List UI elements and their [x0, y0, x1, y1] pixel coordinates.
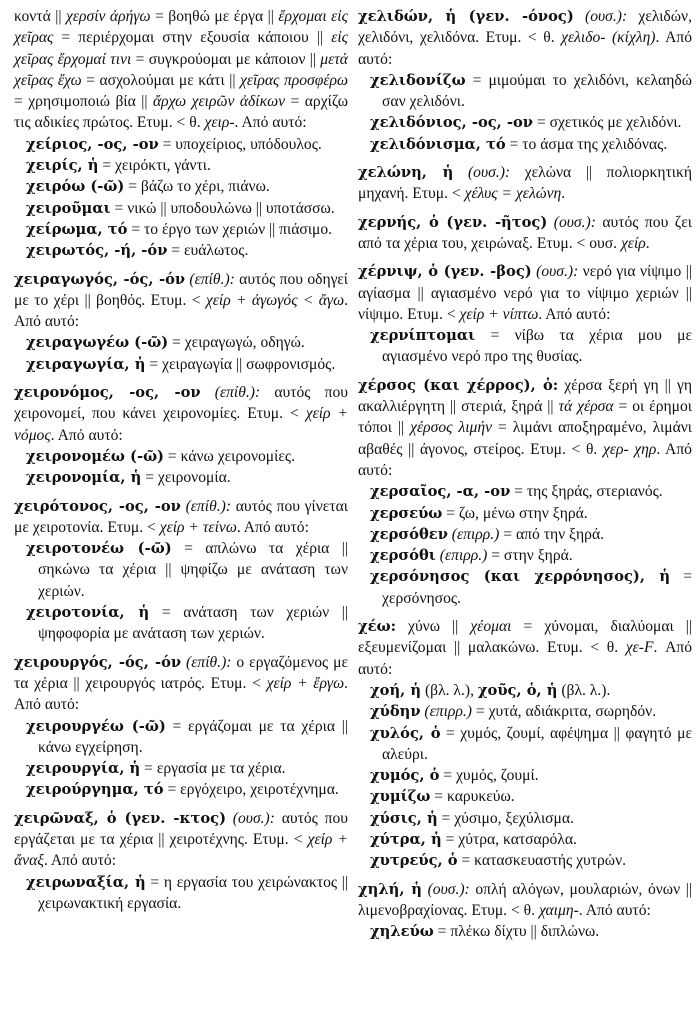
headword: χύτρα, ἡ: [370, 830, 442, 848]
entry-main-text: [14, 652, 348, 716]
definition-text: = νικώ || υποδουλώνω || υποτάσσω.: [110, 199, 335, 217]
derivative-line: [14, 872, 348, 915]
italic-text: ἄρχω χειρῶν ἀδίκων: [152, 93, 286, 111]
italic-text: (ουσ.):: [531, 263, 579, 281]
italic-text: (ουσ.):: [421, 880, 470, 898]
dictionary-entry: [14, 6, 348, 262]
derivative-line: [14, 446, 348, 467]
entry-main-text: [358, 212, 692, 255]
italic-text: (επίθ.):: [180, 497, 232, 515]
entry-main-text: [358, 261, 692, 325]
definition-text: ο εργαζόμενος με τα χέρια || χειρουργός ιατρός. Ετυμ. <: [14, 653, 349, 692]
italic-text: (ουσ.):: [453, 164, 511, 182]
headword: χείριος, -ος, -ον: [26, 135, 159, 153]
italic-text: ἔρχομαι εἰς χεῖρας: [14, 8, 348, 47]
definition-text: = καρυκεύω.: [430, 788, 515, 806]
italic-text: χέλυς = χελώνη: [464, 185, 562, 203]
headword: χειροτονέω (-ῶ): [26, 540, 172, 558]
italic-text: χερ- χηρ: [602, 440, 657, 458]
derivative-line: [14, 176, 348, 197]
dictionary-entry: [358, 261, 692, 367]
definition-text: . Από αυτό:: [14, 674, 348, 714]
headword: χειρότονος, -ος, -ον: [14, 497, 181, 515]
italic-text: χεῖρας προσφέρω: [240, 71, 348, 89]
definition-text: = υποχείριος, υπόδουλος.: [158, 135, 322, 153]
italic-text: χείρ + ἔργω: [266, 674, 345, 692]
headword: χελιδών, ἡ (γεν. -όνος): [358, 8, 574, 25]
dictionary-entry: [358, 879, 692, 943]
headword: χυλός, ὁ: [370, 724, 441, 742]
definition-text: .: [645, 234, 650, 252]
italic-text: (επιρρ.): [435, 547, 488, 565]
dictionary-entry: [14, 382, 348, 488]
derivative-line: [358, 701, 692, 722]
headword: χέω:: [358, 618, 396, 636]
dictionary-entry: [14, 652, 348, 801]
italic-text: χέομαι: [470, 618, 512, 636]
definition-text: κοντά ||: [14, 8, 67, 25]
headword: χειρουργός, -ός, -όν: [14, 653, 182, 671]
definition-text: = πλέκω δίχτυ || διπλώνω.: [433, 923, 600, 941]
derivative-line: [358, 545, 692, 566]
dictionary-entry: [358, 212, 692, 255]
derivative-line: [14, 332, 348, 353]
entry-main-text: [14, 382, 348, 446]
italic-text: (επιρρ.): [420, 703, 472, 721]
derivative-line: [14, 240, 348, 261]
derivative-line: [14, 354, 348, 375]
headword: χειρονομέω (-ῶ): [26, 447, 165, 465]
dictionary-entry: [358, 6, 692, 155]
italic-text: (ουσ.):: [547, 213, 596, 231]
italic-text: (επίθ.):: [181, 653, 232, 671]
headword: χειρουργέω (-ῶ): [26, 717, 166, 735]
derivative-line: [358, 850, 692, 871]
left-column: [14, 6, 348, 1032]
headword: χέρνιψ, ὁ (γεν. -βος): [358, 263, 532, 281]
headword: χερνίπτομαι: [370, 327, 476, 345]
definition-text: νερό για νίψιμο || αγίασμα || αγιασμένο νερό για το νίψιμο χεριών || νίψιμο. Ετυμ. <: [358, 263, 692, 323]
headword: χερσόθι: [370, 547, 436, 565]
definition-text: χελώνα || πολιορκητική μηχανή. Ετυμ. <: [358, 164, 692, 203]
definition-text: (βλ. λ.),: [421, 681, 478, 699]
definition-text: = χυτά, αδιάκριτα, σωρηδόν.: [471, 703, 657, 721]
definition-text: . Από αυτό:: [50, 426, 123, 444]
derivative-line: [14, 467, 348, 488]
headword: χειρουργία, ἡ: [26, 760, 141, 778]
derivative-line: [358, 524, 692, 545]
headword: χειραγωγέω (-ῶ): [26, 334, 169, 352]
headword: χείρωμα, τό: [26, 220, 128, 238]
derivative-line: [14, 198, 348, 219]
headword: χειρωναξία, ἡ: [26, 873, 146, 891]
entry-main-text: [14, 6, 348, 134]
derivative-line: [14, 779, 348, 800]
definition-text: . Από αυτό:: [234, 114, 307, 132]
definition-text: = ευάλωτος.: [167, 242, 249, 260]
derivative-line: [14, 155, 348, 176]
italic-text: χελιδο- (κίχλη): [561, 29, 656, 47]
definition-text: . Από αυτό:: [358, 29, 692, 68]
italic-text: χείρ + ἄναξ: [14, 830, 348, 870]
definition-text: . Από αυτό:: [236, 518, 309, 536]
derivative-line: [358, 481, 692, 502]
headword: χειρωτός, -ή, -όν: [26, 242, 168, 260]
italic-text: χείρ + νόμος: [14, 405, 348, 444]
dictionary-entry: [14, 808, 348, 914]
definition-text: = εργάζομαι με τα χέρια || κάνω εγχείρηση.: [38, 717, 348, 756]
derivative-line: [358, 829, 692, 850]
definition-text: .: [561, 185, 566, 203]
italic-text: χέρσος λιμήν: [410, 419, 493, 437]
italic-text: χείρ: [620, 234, 646, 252]
definition-text: = χύσιμο, ξεχύλισμα.: [437, 809, 574, 827]
headword: χυμός, ὁ: [370, 767, 440, 785]
definition-text: χελιδών, χελιδόνι, χελιδόνα. Ετυμ. < θ.: [358, 8, 692, 47]
entry-main-text: [358, 616, 692, 680]
headword: χηλεύω: [370, 923, 434, 941]
italic-text: χειρ-: [204, 114, 235, 132]
headword: χειροῦμαι: [26, 199, 111, 217]
italic-text: μετά χεῖρας ἔχω: [14, 50, 348, 89]
definition-text: = συγκρούομαι με κάποιον ||: [131, 50, 321, 68]
dictionary-entry: [358, 375, 692, 609]
italic-text: (επίθ.):: [185, 270, 235, 288]
italic-text: χείρ + νίπτω: [459, 305, 539, 323]
definition-text: = απλώνω τα χέρια || σηκώνω τα χέρια || ψηφίζω με ανάταση των χεριών.: [38, 540, 348, 600]
definition-text: αυτός που χειρονομεί, που κάνει χειρονομίες. Ετυμ. <: [14, 384, 348, 423]
definition-text: = από την ξηρά.: [499, 525, 605, 543]
definition-text: . Από αυτό:: [358, 639, 692, 678]
derivative-line: [14, 219, 348, 240]
definition-text: = χειρονομία.: [141, 469, 231, 487]
definition-text: = η εργασία του χειρώνακτος || χειρωνακτική εργασία.: [38, 873, 348, 912]
headword: χερσεύω: [370, 504, 443, 522]
definition-text: αυτός που εργάζεται με τα χέρια || χειροτέχνης. Ετυμ. <: [14, 809, 348, 848]
italic-text: (επιρρ.): [447, 525, 500, 543]
definition-text: = βάζω το χέρι, πιάνω.: [124, 178, 270, 196]
definition-text: = ανάταση των χεριών || ψηφοφορία με ανάταση των χεριών.: [38, 604, 348, 643]
definition-text: = χειραγωγία || σωφρονισμός.: [145, 355, 336, 373]
italic-text: χείρ + τείνω: [159, 518, 237, 536]
derivative-line: [358, 325, 692, 368]
headword: χελιδόνισμα, τό: [370, 135, 506, 153]
derivative-line: [358, 723, 692, 766]
definition-text: . Από αυτό:: [538, 305, 611, 323]
definition-text: . Από αυτό:: [14, 291, 348, 331]
italic-text: χε-F: [625, 639, 654, 657]
derivative-line: [14, 758, 348, 779]
entry-main-text: [358, 162, 692, 205]
italic-text: χαιμη-: [538, 901, 579, 919]
headword: χυτρεύς, ὁ: [370, 852, 458, 870]
dictionary-entry: [358, 616, 692, 872]
headword: χειραγωγία, ἡ: [26, 355, 146, 373]
definition-text: = περιέρχομαι στην εξουσία κάποιου ||: [53, 29, 332, 47]
italic-text: χερσίν ἀρήγω: [66, 8, 151, 25]
headword: χελιδόνιος, -ος, -ον: [370, 114, 533, 132]
derivative-line: [14, 134, 348, 155]
derivative-line: [358, 765, 692, 786]
headword: χειρῶναξ, ὁ (γεν. -κτος): [14, 809, 227, 827]
headword: χερσόνησος (και χερρόνησος), ἡ: [370, 568, 671, 586]
entry-main-text: [14, 808, 348, 872]
headword: χειρίς, ἡ: [26, 157, 99, 175]
derivative-line: [358, 921, 692, 942]
definition-text: = χύτρα, κατσαρόλα.: [441, 830, 577, 848]
headword: χηλή, ἡ: [358, 880, 422, 898]
italic-text: (ουσ.):: [226, 809, 275, 827]
headword: χελιδονίζω: [370, 71, 466, 89]
definition-text: = το άσμα της χελιδόνας.: [505, 135, 668, 153]
headword: χυμίζω: [370, 788, 431, 806]
derivative-line: [358, 808, 692, 829]
definition-text: = χρησιμοποιώ βία ||: [14, 93, 153, 111]
definition-text: = ζω, μένω στην ξηρά.: [442, 504, 588, 522]
headword: χερνής, ὁ (γεν. -ῆτος): [358, 213, 548, 231]
headword: χύδην: [370, 703, 421, 721]
definition-text: αυτός που γίνεται με χειροτονία. Ετυμ. <: [14, 497, 348, 536]
definition-text: = κατασκευαστής χυτρών.: [457, 852, 627, 870]
derivative-line: [358, 112, 692, 133]
italic-text: (επίθ.):: [200, 384, 261, 402]
definition-text: = το έργο των χεριών || πιάσιμο.: [127, 220, 333, 238]
dictionary-entry: [14, 269, 348, 375]
definition-text: = ασχολούμαι με κάτι ||: [81, 71, 241, 89]
derivative-line: [358, 134, 692, 155]
italic-text: εἰς χεῖρας ἔρχομαί τινι: [14, 29, 348, 68]
definition-text: = οι έρημοι τόποι ||: [358, 398, 692, 437]
derivative-line: [14, 602, 348, 645]
headword: χειρονομία, ἡ: [26, 469, 142, 487]
derivative-line: [358, 70, 692, 113]
entry-main-text: [358, 375, 692, 481]
headword: χερσόθεν: [370, 525, 448, 543]
definition-text: . Από αυτό:: [43, 852, 117, 870]
italic-text: τά χέρσα: [558, 398, 614, 416]
headword: χέρσος (και χέρρος), ὁ:: [358, 376, 559, 394]
definition-text: = χερσόνησος.: [382, 568, 692, 607]
definition-text: = μιμούμαι το χελιδόνι, κελαηδώ σαν χελιδόνι.: [382, 71, 692, 111]
definition-text: = εργασία με τα χέρια.: [140, 760, 286, 778]
dictionary-entry: [358, 162, 692, 205]
definition-text: = χυμός, ζουμί.: [439, 767, 539, 785]
definition-text: = χειρόκτι, γάντι.: [98, 157, 211, 175]
definition-text: = της ξηράς, στεριανός.: [510, 483, 663, 501]
headword: χειρούργημα, τό: [26, 781, 164, 799]
entry-main-text: [14, 269, 348, 333]
dictionary-entry: [14, 496, 348, 645]
definition-text: αυτός που οδηγεί με το χέρι || βοηθός. Ετυμ. <: [14, 270, 348, 309]
derivative-line: [14, 538, 348, 602]
italic-text: (ουσ.):: [573, 8, 628, 25]
definition-text: = σχετικός με χελιδόνι.: [533, 114, 682, 132]
headword: χοῦς, ὁ, ἡ: [477, 681, 558, 699]
derivative-line: [358, 503, 692, 524]
headword: χοή, ἡ: [370, 681, 422, 699]
definition-text: χέρσα ξερή γη || γη ακαλλιέργητη || στεριά, ξηρά ||: [358, 376, 692, 416]
definition-text: = λιμάνι αποξηραμένο, λιμάνι αβαθές || άγονος, στείρος. Ετυμ. < θ.: [358, 419, 693, 458]
definition-text: αυτός που ζει από τα χέρια του, χειρώναξ. Ετυμ. < ουσ.: [358, 213, 692, 252]
entry-main-text: [14, 496, 348, 539]
right-column: [358, 6, 692, 1032]
definition-text: = χύνομαι, διαλύομαι || εξευμενίζομαι || μαλακώνω. Ετυμ. < θ.: [358, 618, 692, 657]
headword: χειρόω (-ῶ): [26, 178, 125, 196]
definition-text: = βοηθώ με έργα ||: [150, 8, 279, 25]
italic-text: χείρ + ἀγωγός < ἄγω: [205, 291, 345, 309]
definition-text: = χειραγωγώ, οδηγώ.: [168, 334, 305, 352]
derivative-line: [358, 786, 692, 807]
definition-text: . Από αυτό:: [578, 901, 651, 919]
definition-text: χύνω ||: [396, 618, 471, 636]
definition-text: = νίβω τα χέρια μου με αγιασμένο νερό προ της θυσίας.: [382, 327, 692, 366]
headword: χελώνη, ἡ: [358, 164, 454, 182]
definition-text: = αρχίζω τις αδικίες πρώτος. Ετυμ. < θ.: [14, 93, 348, 132]
definition-text: = κάνω χειρονομίες.: [164, 447, 295, 465]
entry-main-text: [358, 6, 692, 70]
derivative-line: [358, 680, 692, 701]
derivative-line: [14, 716, 348, 759]
headword: χερσαῖος, -α, -ον: [370, 483, 511, 501]
definition-text: οπλή αλόγων, μουλαριών, όνων || λιμενοβραχίονας. Ετυμ. < θ.: [358, 880, 692, 919]
headword: χειραγωγός, -ός, -όν: [14, 270, 186, 288]
definition-text: = χυμός, ζουμί, αφέψημα || φαγητό με αλεύρι.: [382, 724, 692, 763]
definition-text: = εργόχειρο, χειροτέχνημα.: [163, 781, 339, 799]
headword: χύσις, ἡ: [370, 809, 438, 827]
derivative-line: [358, 566, 692, 609]
definition-text: . Από αυτό:: [358, 440, 692, 479]
headword: χειροτονία, ἡ: [26, 604, 150, 622]
definition-text: (βλ. λ.).: [557, 681, 611, 699]
entry-main-text: [358, 879, 692, 922]
headword: χειρονόμος, -ος, -ον: [14, 384, 201, 402]
definition-text: = στην ξηρά.: [487, 547, 573, 565]
